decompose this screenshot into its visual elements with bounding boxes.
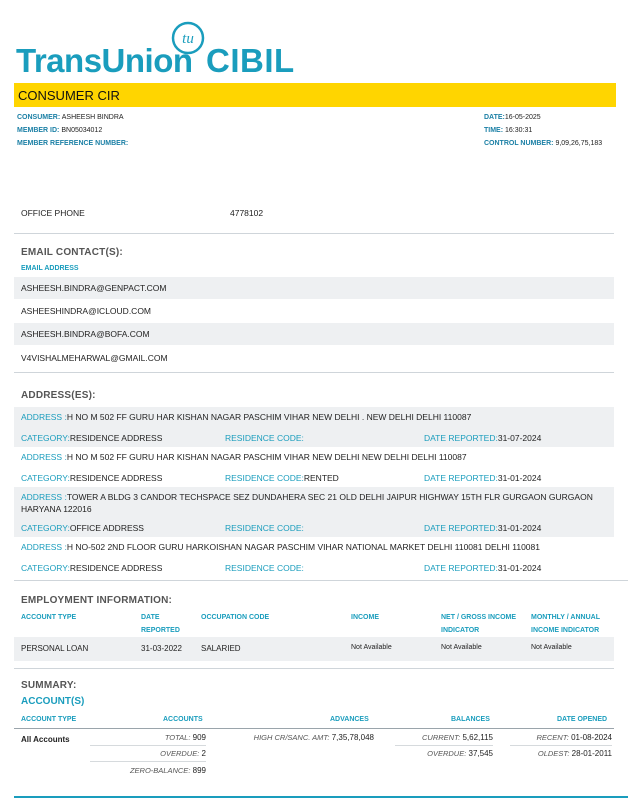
footer-rule [14, 796, 628, 798]
logo-product-text: CIBIL [206, 42, 295, 79]
email-section-title: EMAIL CONTACT(S): [21, 247, 123, 258]
emp-header-date-reported: DATE REPORTED [141, 614, 180, 634]
summary-subtitle: ACCOUNT(S) [21, 696, 85, 707]
summary-header-line [14, 728, 614, 729]
transunion-cibil-logo [14, 20, 304, 79]
email-row: V4VISHALMEHARWAL@GMAIL.COM [21, 353, 168, 363]
consumer-meta-right: DATE:16-05-2025 TIME: 16:30:31 CONTROL NUMBER: 9,09,26,75,183 [484, 114, 603, 147]
summary-row-label: All Accounts [21, 735, 70, 744]
tu-mark-icon [170, 20, 206, 56]
summary-total: TOTAL: 909 [90, 733, 206, 746]
emp-header-account-type: ACCOUNT TYPE [21, 614, 77, 621]
emp-header-income: INCOME [351, 614, 379, 621]
sum-header-date-opened: DATE OPENED [557, 716, 608, 723]
sum-header-account-type: ACCOUNT TYPE [21, 716, 77, 723]
office-phone-row [14, 208, 614, 222]
logo-brand-text: TransUnion [16, 42, 193, 79]
summary-overdue-balance: OVERDUE: 37,545 [427, 749, 493, 758]
phone-label: OFFICE PHONE [21, 208, 85, 218]
phone-value: 4778102 [230, 208, 264, 218]
sum-header-accounts: ACCOUNTS [163, 716, 203, 723]
svg-text:tu: tu [182, 31, 194, 47]
address-entry: ADDRESS :H NO-502 2ND FLOOR GURU HARKOISHAN NAGAR PASCHIM VIHAR NATIONAL MARKET DELHI 110081 DELHI 110081 CATEGORY:RESIDENCE ADDRESS RESIDENCE CODE: DATE REPORTED:31-01-2024 [21, 542, 542, 573]
employment-section-title: EMPLOYMENT INFORMATION: [21, 595, 173, 606]
divider [14, 580, 628, 581]
email-row: ASHEESHINDRA@ICLOUD.COM [21, 306, 152, 316]
address-entry: ADDRESS :H NO M 502 FF GURU HAR KISHAN NAGAR PASCHIM VIHAR NEW DELHI . NEW DELHI DELHI 110087 CATEGORY:RESIDENCE ADDRESS RESIDENCE CODE: DATE REPORTED:31-07-2024 [14, 407, 614, 447]
summary-overdue: OVERDUE: 2 [90, 749, 206, 762]
emp-header-occupation: OCCUPATION CODE [201, 614, 270, 621]
summary-recent-date: RECENT: 01-08-2024 [510, 733, 612, 746]
divider [14, 233, 614, 234]
divider [14, 372, 614, 373]
summary-high-credit: HIGH CR/SANC. AMT: 7,35,78,048 [253, 733, 374, 742]
address-section-title: ADDRESS(ES): [21, 390, 96, 401]
sum-header-advances: ADVANCES [330, 716, 369, 723]
summary-zero-balance: ZERO-BALANCE: 899 [129, 766, 206, 775]
email-row: ASHEESH.BINDRA@GENPACT.COM [14, 277, 614, 299]
summary-section-title: SUMMARY: [21, 680, 77, 691]
summary-current-balance: CURRENT: 5,62,115 [395, 733, 493, 746]
email-row: ASHEESH.BINDRA@BOFA.COM [14, 323, 614, 345]
employment-row: PERSONAL LOAN 31-03-2022 SALARIED Not Available Not Available Not Available [14, 637, 614, 661]
emp-header-net-gross: NET / GROSS INCOME INDICATOR [441, 614, 517, 634]
divider [14, 668, 614, 669]
email-column-header: EMAIL ADDRESS [21, 265, 79, 272]
report-title-banner: CONSUMER CIR [14, 83, 616, 107]
summary-oldest-date: OLDEST: 28-01-2011 [537, 749, 612, 758]
address-entry: ADDRESS :H NO M 502 FF GURU HAR KISHAN NAGAR PASCHIM VIHAR NEW DELHI NEW DELHI DELHI 110087 CATEGORY:RESIDENCE ADDRESS RESIDENCE CODE:RENTED DATE REPORTED:31-01-2024 [21, 452, 542, 483]
sum-header-balances: BALANCES [451, 716, 490, 723]
consumer-meta-left: CONSUMER: ASHEESH BINDRA MEMBER ID: BN05034012 MEMBER REFERENCE NUMBER: [17, 114, 129, 147]
emp-header-monthly-annual: MONTHLY / ANNUAL INCOME INDICATOR [531, 614, 600, 634]
address-entry: ADDRESS :TOWER A BLDG 3 CANDOR TECHSPACE SEZ DUNDAHERA SEC 21 OLD DELHI JAIPUR HIGHWAY 15TH FLR GURGAON GURGAON HARYANA 122016 CATEGORY:OFFICE ADDRESS RESIDENCE CODE: DATE REPORTED:31-01-2024 [14, 487, 614, 537]
